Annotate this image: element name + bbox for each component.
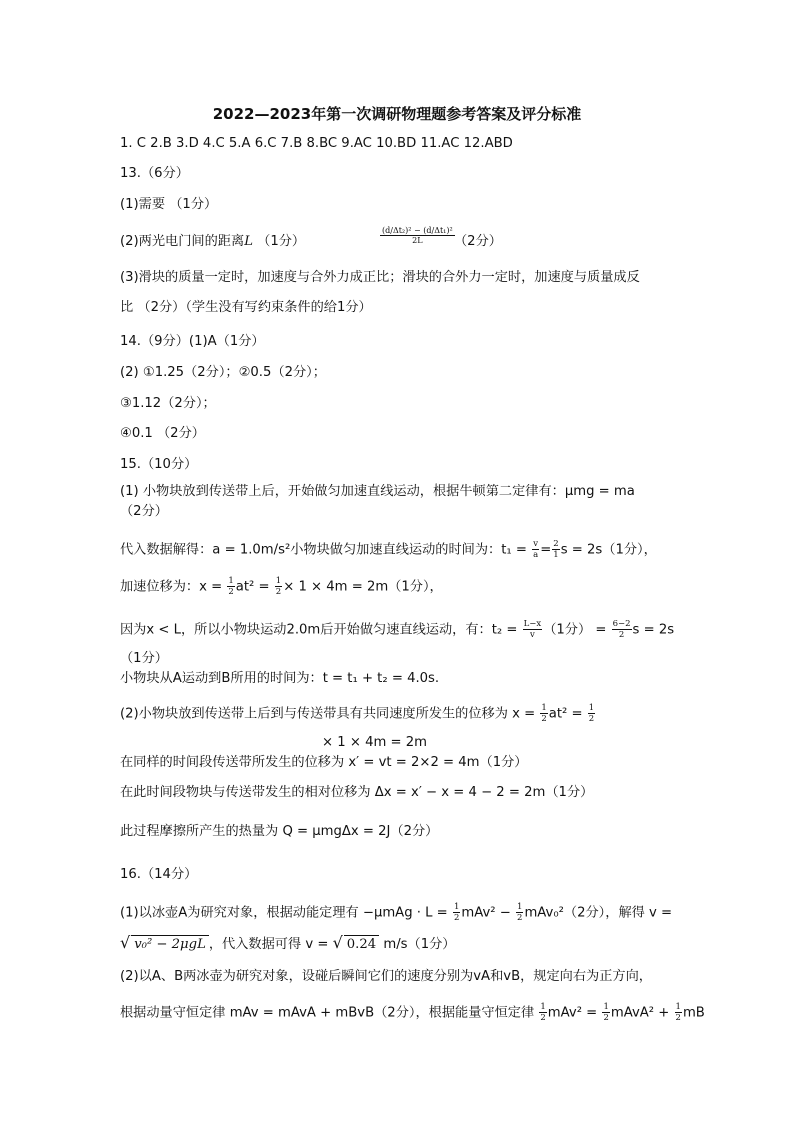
sqrt-icon: √ [120,933,131,952]
q15-line4 [120,576,443,597]
q13-part2 [120,233,305,251]
q15-line12: 此过程摩擦所产生的热量为 Q = μmgΔx = 2J（2分） [120,824,439,839]
q16-line1b: mAv² − [461,905,511,921]
frac-half: $\frac{1}{2}$ [541,703,547,724]
q16-line2d: m/s（1分） [383,937,456,952]
q14-line3: ③1.12（2分）； [120,396,216,411]
frac-lx-over-v: $\frac{L-x}{v}$ [523,619,542,640]
q16-line4a: 根据动量守恒定律 mAv = mAvA + mBvB（2分），根据能量守恒定律 [120,1005,535,1021]
frac-half: $\frac{1}{2}$ [540,1002,546,1023]
q15-line3: 代入数据解得：a = 1.0m/s²小物块做匀加速直线运动的时间为：t₁ = $\frac{v}{a}$ = $\frac{2}{1}$ s = 2s（1分）， [120,539,657,560]
q16-line4c: mAvA² + [610,1005,670,1021]
q13-part2-var: L [244,234,253,249]
q16-line2 [120,934,456,954]
q16-head: 16.（14分） [120,867,198,882]
q15-line9: × 1 × 4m = 2m [322,735,427,750]
q15-line3b: s = 2s（1分）， [560,542,657,558]
q13-formula-score: （2分） [454,234,502,249]
q15-line4a: 加速位移为：x = [120,579,223,595]
q15-line11: 在此时间段物块与传送带发生的相对位移为 Δx = x′ − x = 4 − 2 = 2m（1分） [120,785,594,800]
q16-line2a: v₀² − 2μgL [131,935,209,954]
q13-formula-num: (d/Δt₂)² − (d/Δt₁)² [382,226,453,235]
frac-v-over-a: $\frac{v}{a}$ [533,539,539,560]
q16-line1 [120,902,672,923]
frac-six-minus-two: $\frac{6-2}{2}$ [612,619,631,640]
q13-part3b: 比 （2分）（学生没有写约束条件的给1分） [120,300,372,315]
q16-line2c: 0.24 [344,935,379,954]
q15-head: 15.（10分） [120,457,198,472]
q15-line5 [120,619,674,640]
frac-half: $\frac{1}{2}$ [675,1002,681,1023]
q14-head: 14.（9分）(1)A（1分） [120,334,265,349]
q13-head: 13.（6分） [120,166,189,181]
page-title: 2022—2023年第一次调研物理题参考答案及评分标准 [212,105,582,123]
q15-line2: （2分） [120,504,168,519]
q13-part3a: (3)滑块的质量一定时，加速度与合外力成正比；滑块的合外力一定时，加速度与质量成反 [120,270,640,285]
q13-part1: (1)需要 （1分） [120,197,218,212]
q15-line5b: （1分） = [543,622,607,638]
q16-line4d: mB [682,1005,705,1021]
q15-line8a: (2)小物块放到传送带上后到与传送带具有共同速度所发生的位移为 x = [120,706,536,722]
q15-line10: 在同样的时间段传送带所发生的位移为 x′ = vt = 2×2 = 4m（1分） [120,755,528,770]
sqrt-icon: √ [332,933,343,952]
mc-answers: 1. C 2.B 3.D 4.C 5.A 6.C 7.B 8.BC 9.AC 10.BD 11.AC 12.ABD [120,136,513,151]
q13-formula-den: 2L [412,236,423,245]
q14-line4: ④0.1 （2分） [120,426,205,441]
frac-half: $\frac{1}{2}$ [603,1002,609,1023]
q15-line7: 小物块从A运动到B所用的时间为：t = t₁ + t₂ = 4.0s. [120,671,440,686]
q16-line1c: mAv₀²（2分），解得 v = [524,905,673,921]
q16-line4b: mAv² = [547,1005,598,1021]
q16-line2b: ，代入数据可得 v = [208,937,329,952]
q13-part2-score: （1分） [257,234,306,249]
q15-line8b: at² = [548,706,583,722]
q14-line2: (2) ①1.25（2分）；②0.5（2分）； [120,365,326,380]
q15-line5a: 因为x < L，所以小物块运动2.0m后开始做匀速直线运动，有：t₂ = [120,622,518,638]
frac-half: $\frac{1}{2}$ [228,576,234,597]
q16-line1a: (1)以冰壶A为研究对象，根据动能定理有 −μmAg · L = [120,905,448,921]
q15-line1: (1) 小物块放到传送带上后，开始做匀加速直线运动，根据牛顿第二定律有：μmg = ma [120,484,635,499]
q15-line8 [120,703,596,724]
q15-line4c: × 1 × 4m = 2m（1分）， [283,579,443,595]
frac-half: $\frac{1}{2}$ [588,703,595,724]
q16-line4 [120,1002,705,1023]
q15-line5c: s = 2s [632,622,675,638]
q13-formula [380,226,455,245]
frac-2-over-1: $\frac{2}{1}$ [553,539,559,560]
q16-line3: (2)以A、B两冰壶为研究对象，设碰后瞬间它们的速度分别为vA和vB，规定向右为正方向， [120,969,652,984]
frac-half: $\frac{1}{2}$ [453,902,460,923]
q13-part2-text: (2)两光电门间的距离 [120,234,245,249]
q15-line4b: at² = [235,579,270,595]
frac-half: $\frac{1}{2}$ [517,902,523,923]
q15-line3a: 代入数据解得：a = 1.0m/s²小物块做匀加速直线运动的时间为：t₁ = [120,542,527,558]
frac-half: $\frac{1}{2}$ [275,576,282,597]
q15-line6: （1分） [120,651,168,666]
